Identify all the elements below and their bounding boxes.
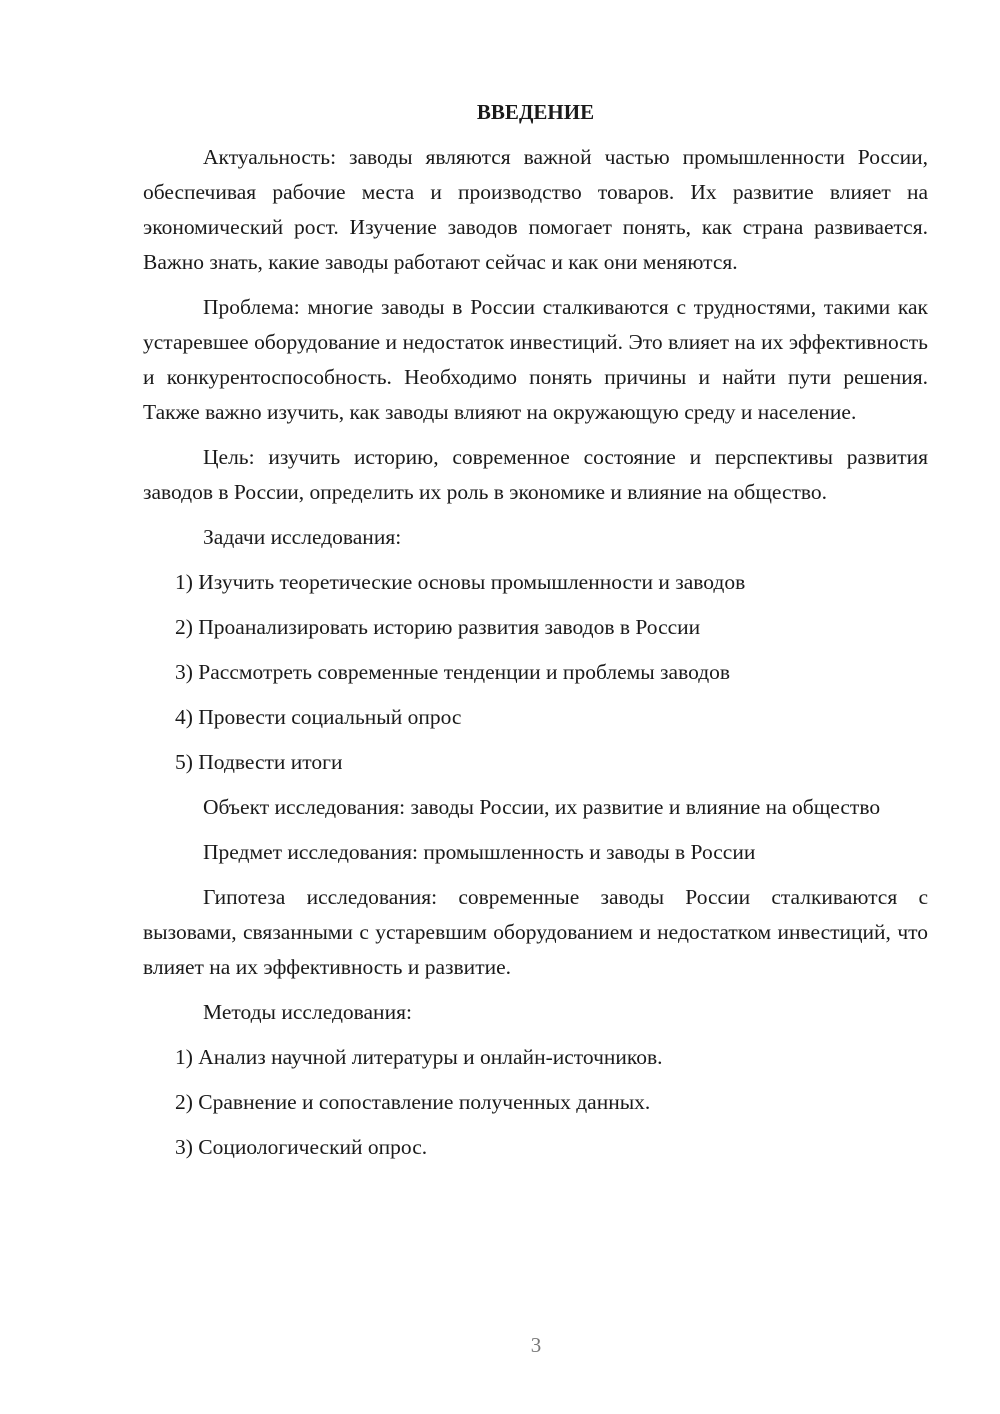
list-item: 3) Рассмотреть современные тенденции и проблемы заводов [175,660,731,684]
methods-list [143,1040,928,1165]
hypothesis-paragraph: Гипотеза исследования: современные заводы России сталкиваются с вызовами, связанными с устаревшим оборудованием и недостатком инвестиций, что влияет на их эффективность и развитие. [143,885,928,979]
object-paragraph: Объект исследования: заводы России, их развитие и влияние на общество [203,795,881,819]
document-page [143,95,928,1175]
relevance-paragraph: Актуальность: заводы являются важной частью промышленности России, обеспечивая рабочие места и производство товаров. Их развитие влияет на экономический рост. Изучение заводов помогает понять, как страна развивается. Важно знать, какие заводы работают сейчас и как они меняются. [143,145,928,274]
list-item: 5) Подвести итоги [175,750,343,774]
list-item: 2) Проанализировать историю развития заводов в России [175,615,701,639]
problem-paragraph: Проблема: многие заводы в России сталкиваются с трудностями, такими как устаревшее оборудование и недостаток инвестиций. Это влияет на их эффективность и конкурентоспособность. Необходимо понять причины и найти пути решения. Также важно изучить, как заводы влияют на окружающую среду и население. [143,295,928,424]
tasks-heading: Задачи исследования: [203,525,402,549]
subject-paragraph: Предмет исследования: промышленность и заводы в России [203,840,756,864]
page-number: 3 [530,1333,542,1357]
goal-paragraph: Цель: изучить историю, современное состояние и перспективы развития заводов в России, определить их роль в экономике и влияние на общество. [143,445,928,504]
list-item: 4) Провести социальный опрос [175,705,462,729]
section-title: ВВЕДЕНИЕ [476,100,595,124]
list-item: 1) Анализ научной литературы и онлайн-источников. [175,1045,663,1069]
list-item: 3) Социологический опрос. [175,1135,428,1159]
tasks-list [143,565,928,780]
list-item: 2) Сравнение и сопоставление полученных данных. [175,1090,651,1114]
methods-heading: Методы исследования: [203,1000,412,1024]
list-item: 1) Изучить теоретические основы промышленности и заводов [175,570,746,594]
